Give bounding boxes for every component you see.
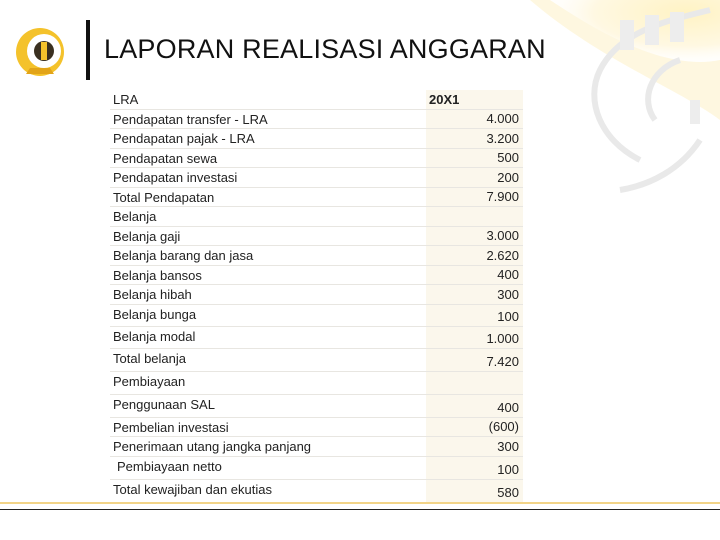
row-value-cell bbox=[426, 349, 523, 371]
row-label: Belanja bbox=[113, 209, 157, 224]
row-value: 300 bbox=[497, 438, 519, 454]
row-value-cell bbox=[426, 129, 523, 148]
row-label: Belanja modal bbox=[113, 328, 196, 344]
table-header-row bbox=[110, 90, 523, 110]
table-row bbox=[110, 457, 523, 480]
university-logo bbox=[14, 24, 66, 80]
row-label: Pendapatan investasi bbox=[113, 170, 238, 185]
table-row bbox=[110, 327, 523, 349]
row-label: Pembiayaan netto bbox=[117, 458, 222, 474]
table-row bbox=[110, 110, 523, 130]
row-value: 500 bbox=[497, 150, 519, 165]
row-value-cell bbox=[426, 418, 523, 437]
row-label: Total belanja bbox=[113, 350, 186, 366]
budget-table bbox=[110, 90, 523, 503]
table-row bbox=[110, 188, 523, 208]
row-label: Belanja gaji bbox=[113, 228, 181, 244]
table-row bbox=[110, 372, 523, 395]
table-row bbox=[110, 227, 523, 247]
row-value-cell bbox=[426, 266, 523, 285]
row-value-cell bbox=[426, 327, 523, 348]
row-value-cell bbox=[426, 246, 523, 265]
row-value-cell bbox=[426, 149, 523, 168]
row-value-cell bbox=[426, 437, 523, 456]
row-value-cell bbox=[426, 285, 523, 304]
row-label: Belanja barang dan jasa bbox=[113, 248, 254, 263]
row-value: 200 bbox=[497, 169, 519, 185]
page-title: LAPORAN REALISASI ANGGARAN bbox=[104, 34, 546, 64]
row-value: 400 bbox=[497, 399, 519, 415]
row-label: Total Pendapatan bbox=[113, 189, 215, 205]
row-value-cell bbox=[426, 227, 523, 246]
row-label: Pendapatan sewa bbox=[113, 150, 218, 166]
row-value: 300 bbox=[497, 286, 519, 302]
footer-rule bbox=[0, 509, 720, 510]
title-divider bbox=[86, 20, 90, 80]
row-value-cell bbox=[426, 305, 523, 326]
row-value-cell bbox=[426, 110, 523, 129]
row-value: 4.000 bbox=[486, 111, 519, 126]
column-header-year: 20X1 bbox=[429, 92, 460, 107]
row-value: (600) bbox=[488, 419, 519, 434]
row-label: Belanja bansos bbox=[113, 267, 202, 283]
row-label: Total kewajiban dan ekutias bbox=[113, 481, 272, 497]
table-row bbox=[110, 480, 523, 503]
row-value-cell bbox=[426, 207, 523, 226]
table-row bbox=[110, 349, 523, 372]
column-header-label: LRA bbox=[113, 92, 139, 107]
row-label: Pembiayaan bbox=[113, 373, 186, 389]
table-row bbox=[110, 285, 523, 305]
row-value: 1.000 bbox=[486, 330, 519, 346]
row-value-cell bbox=[426, 457, 523, 479]
emblem-watermark bbox=[560, 0, 720, 200]
row-value: 3.200 bbox=[486, 130, 519, 146]
row-value-cell bbox=[426, 372, 523, 394]
row-value: 580 bbox=[497, 484, 519, 500]
row-value: 100 bbox=[497, 461, 519, 477]
row-label: Belanja bunga bbox=[113, 306, 197, 322]
row-label: Belanja hibah bbox=[113, 287, 192, 302]
row-label: Pendapatan transfer - LRA bbox=[113, 111, 268, 127]
row-label: Pembelian investasi bbox=[113, 419, 229, 435]
table-row bbox=[110, 149, 523, 169]
row-value-cell bbox=[426, 480, 523, 502]
row-value: 100 bbox=[497, 308, 519, 324]
table-row bbox=[110, 168, 523, 188]
row-label: Pendapatan pajak - LRA bbox=[113, 131, 255, 146]
row-value-cell bbox=[426, 168, 523, 187]
row-value: 7.420 bbox=[486, 353, 519, 369]
table-row bbox=[110, 246, 523, 266]
table-row bbox=[110, 437, 523, 457]
row-value-cell bbox=[426, 188, 523, 207]
table-row bbox=[110, 418, 523, 438]
row-value-cell bbox=[426, 395, 523, 417]
row-value: 3.000 bbox=[486, 228, 519, 243]
row-value: 2.620 bbox=[486, 247, 519, 263]
row-label: Penerimaan utang jangka panjang bbox=[113, 439, 312, 454]
table-row bbox=[110, 266, 523, 286]
table-row bbox=[110, 207, 523, 227]
column-header-year-cell bbox=[426, 90, 523, 109]
row-value: 400 bbox=[497, 267, 519, 282]
footer-accent-line bbox=[0, 502, 720, 504]
row-label: Penggunaan SAL bbox=[113, 396, 215, 412]
table-row bbox=[110, 305, 523, 327]
table-row bbox=[110, 395, 523, 418]
row-value: 7.900 bbox=[486, 189, 519, 204]
table-row bbox=[110, 129, 523, 149]
